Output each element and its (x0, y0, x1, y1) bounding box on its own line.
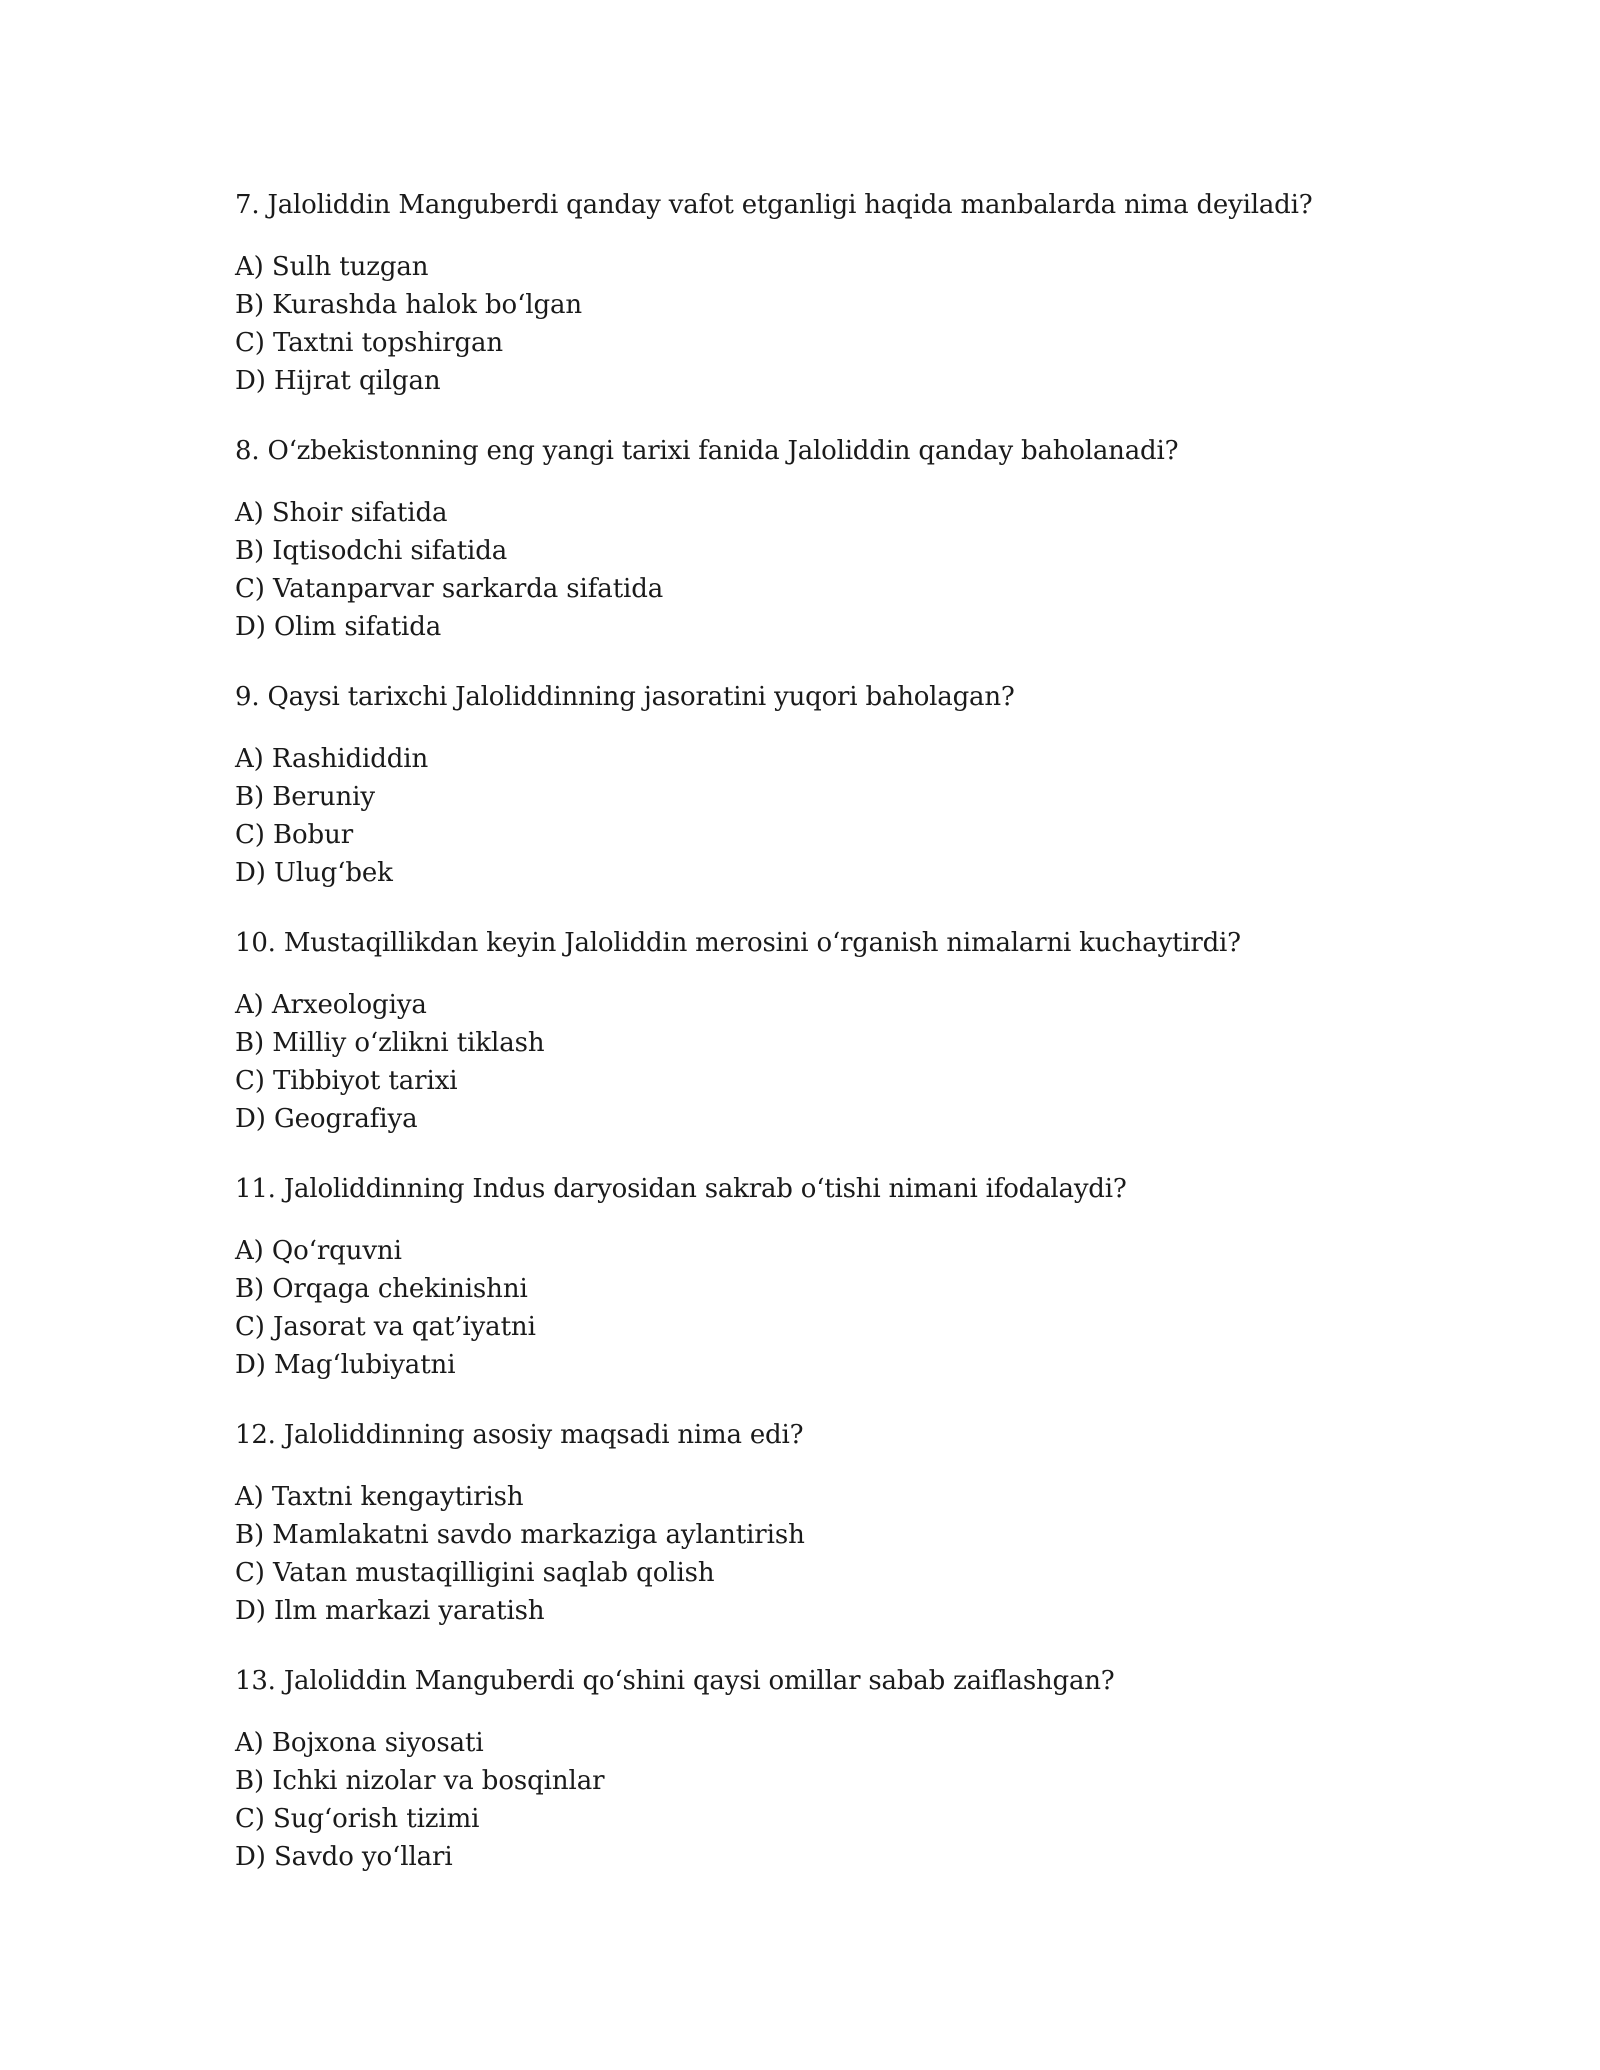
answer-options (235, 248, 1435, 400)
question-text: 7. Jaloliddin Manguberdi qanday vafot etganligi haqida manbalarda nima deyiladi? (235, 190, 1313, 220)
option-b: B) Kurashda halok bo‘lgan (235, 290, 583, 320)
option-b: B) Beruniy (235, 782, 375, 812)
option-a: A) Arxeologiya (235, 990, 427, 1020)
option-d: D) Hijrat qilgan (235, 366, 441, 396)
question-7 (235, 186, 1435, 400)
question-text: 9. Qaysi tarixchi Jaloliddinning jasoratini yuqori baholagan? (235, 682, 1015, 712)
option-c: C) Vatan mustaqilligini saqlab qolish (235, 1558, 715, 1588)
option-d: D) Geografiya (235, 1104, 418, 1134)
option-a: A) Bojxona siyosati (235, 1728, 484, 1758)
answer-options (235, 494, 1435, 646)
question-13 (235, 1662, 1435, 1876)
option-a: A) Taxtni kengaytirish (235, 1482, 524, 1512)
question-8 (235, 432, 1435, 646)
option-d: D) Mag‘lubiyatni (235, 1350, 456, 1380)
question-text: 11. Jaloliddinning Indus daryosidan sakrab o‘tishi nimani ifodalaydi? (235, 1174, 1127, 1204)
option-a: A) Rashididdin (235, 744, 429, 774)
question-9 (235, 678, 1435, 892)
option-c: C) Vatanparvar sarkarda sifatida (235, 574, 664, 604)
question-12 (235, 1416, 1435, 1630)
answer-options (235, 740, 1435, 892)
option-b: B) Ichki nizolar va bosqinlar (235, 1766, 605, 1796)
option-c: C) Tibbiyot tarixi (235, 1066, 458, 1096)
option-d: D) Ilm markazi yaratish (235, 1596, 545, 1626)
option-a: A) Shoir sifatida (235, 498, 448, 528)
option-a: A) Sulh tuzgan (235, 252, 429, 282)
answer-options (235, 1232, 1435, 1384)
option-d: D) Olim sifatida (235, 612, 442, 642)
option-b: B) Mamlakatni savdo markaziga aylantirish (235, 1520, 805, 1550)
answer-options (235, 1478, 1435, 1630)
question-text: 8. O‘zbekistonning eng yangi tarixi fanida Jaloliddin qanday baholanadi? (235, 436, 1179, 466)
option-b: B) Orqaga chekinishni (235, 1274, 528, 1304)
question-11 (235, 1170, 1435, 1384)
option-c: C) Sug‘orish tizimi (235, 1804, 480, 1834)
option-a: A) Qo‘rquvni (235, 1236, 402, 1266)
question-text: 13. Jaloliddin Manguberdi qo‘shini qaysi omillar sabab zaiflashgan? (235, 1666, 1115, 1696)
option-c: C) Jasorat va qat’iyatni (235, 1312, 536, 1342)
option-c: C) Taxtni topshirgan (235, 328, 504, 358)
quiz-content (235, 186, 1435, 1908)
question-10 (235, 924, 1435, 1138)
answer-options (235, 986, 1435, 1138)
option-c: C) Bobur (235, 820, 354, 850)
question-text: 12. Jaloliddinning asosiy maqsadi nima edi? (235, 1420, 804, 1450)
option-b: B) Milliy o‘zlikni tiklash (235, 1028, 545, 1058)
option-d: D) Savdo yo‘llari (235, 1842, 453, 1872)
option-d: D) Ulug‘bek (235, 858, 393, 888)
question-text: 10. Mustaqillikdan keyin Jaloliddin merosini o‘rganish nimalarni kuchaytirdi? (235, 928, 1241, 958)
option-b: B) Iqtisodchi sifatida (235, 536, 508, 566)
answer-options (235, 1724, 1435, 1876)
